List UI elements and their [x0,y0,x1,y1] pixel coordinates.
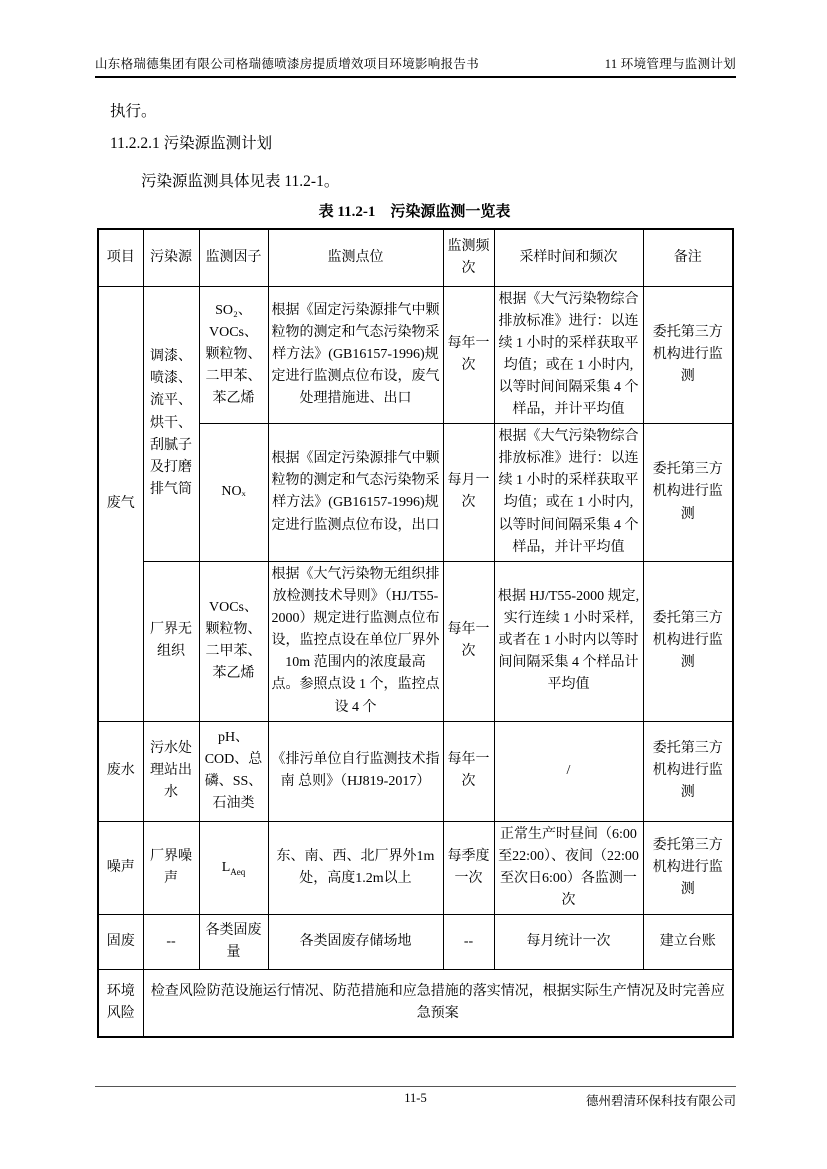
laeq-symbol: L [221,859,231,875]
cell-factors-noise [199,821,268,914]
col-header-frequency: 监测频次 [443,229,494,286]
cell-sampling-noise: 正常生产时昼间（6:00至22:00）、夜间（22:00至次日6:00）各监测一次 [494,821,643,914]
cell-source-solid-waste: -- [143,915,199,970]
cell-source-fugitive: 厂界无组织 [143,561,199,721]
cell-location-nox: 根据《固定污染源排气中颗粒物的测定和气态污染物采样方法》(GB16157-1996)规定进行监测点位布设，出口 [268,424,443,562]
table-row-noise [98,821,733,914]
col-header-sampling: 采样时间和频次 [494,229,643,286]
header-chapter-title: 11 环境管理与监测计划 [604,57,736,71]
cell-frequency-so2: 每年一次 [443,286,494,424]
col-header-note: 备注 [643,229,733,286]
cell-note-fugitive: 委托第三方机构进行监测 [643,561,733,721]
cell-note-nox: 委托第三方机构进行监测 [643,424,733,562]
footer-company-name: 德州碧清环保科技有限公司 [585,1094,736,1108]
header-report-title: 山东格瑞德集团有限公司格瑞德喷漆房提质增效项目环境影响报告书 [95,57,480,71]
cell-project-solid-waste: 固废 [98,915,143,970]
cell-location-waste-water: 《排污单位自行监测技术指南 总则》（HJ819-2017） [268,721,443,821]
table-row-solid-waste [98,915,733,970]
table-header-row [98,229,733,286]
col-header-project: 项目 [98,229,143,286]
section-heading: 11.2.2.1 污染源监测计划 [110,135,273,152]
col-header-factors: 监测因子 [199,229,268,286]
cell-factors-waste-water: pH、COD、总磷、SS、石油类 [199,721,268,821]
cell-factors-nox: NOₓ [199,424,268,562]
cell-location-noise: 东、南、西、北厂界外1m处，高度1.2m以上 [268,821,443,914]
intro-text: 执行。 [110,103,157,120]
page-header [95,54,736,78]
body-paragraph: 污染源监测具体见表 11.2-1。 [141,173,340,190]
col-header-source: 污染源 [143,229,199,286]
cell-project-risk: 环境风险 [98,970,143,1037]
table-row-environmental-risk [98,970,733,1037]
cell-source-waste-water: 污水处理站出水 [143,721,199,821]
cell-sampling-fugitive: 根据 HJ/T55-2000 规定,实行连续 1 小时采样,或者在 1 小时内以等时间间隔采集 4 个样品计平均值 [494,561,643,721]
cell-note-noise: 委托第三方机构进行监测 [643,821,733,914]
page-footer [95,1086,736,1109]
cell-note-waste-water: 委托第三方机构进行监测 [643,721,733,821]
cell-note-so2: 委托第三方机构进行监测 [643,286,733,424]
cell-sampling-waste-water: / [494,721,643,821]
cell-location-solid-waste: 各类固废存储场地 [268,915,443,970]
cell-project-noise: 噪声 [98,821,143,914]
cell-frequency-waste-water: 每年一次 [443,721,494,821]
cell-factors-so2: SO₂、VOCs、颗粒物、二甲苯、苯乙烯 [199,286,268,424]
cell-location-fugitive: 根据《大气污染物无组织排放检测技术导则》（HJ/T55-2000）规定进行监测点位布设，监控点设在单位厂界外 10m 范围内的浓度最高点。参照点设 1 个，监控点设 4 个 [268,561,443,721]
pollution-source-monitoring-table [97,228,734,1038]
cell-frequency-noise: 每季度一次 [443,821,494,914]
cell-sampling-solid-waste: 每月统计一次 [494,915,643,970]
cell-location-so2: 根据《固定污染源排气中颗粒物的测定和气态污染物采样方法》(GB16157-1996)规定进行监测点位布设，废气处理措施进、出口 [268,286,443,424]
laeq-subscript: Aeq [230,866,246,877]
table-row-waste-gas-fugitive [98,561,733,721]
cell-frequency-solid-waste: -- [443,915,494,970]
cell-factors-solid-waste: 各类固废量 [199,915,268,970]
cell-frequency-nox: 每月一次 [443,424,494,562]
cell-source-noise: 厂界噪声 [143,821,199,914]
cell-risk-content: 检查风险防范设施运行情况、防范措施和应急措施的落实情况，根据实际生产情况及时完善应急预案 [143,970,733,1037]
cell-frequency-fugitive: 每年一次 [443,561,494,721]
table-caption: 表 11.2-1 污染源监测一览表 [318,204,511,220]
cell-note-solid-waste: 建立台账 [643,915,733,970]
cell-project-waste-gas: 废气 [98,286,143,721]
cell-project-waste-water: 废水 [98,721,143,821]
footer-page-number: 11-5 [404,1091,427,1105]
cell-source-organized-stack: 调漆、喷漆、流平、烘干、刮腻子及打磨排气筒 [143,286,199,561]
cell-sampling-nox: 根据《大气污染物综合排放标准》进行：以连续 1 小时的采样获取平均值；或在 1 小时内,以等时间间隔采集 4 个样品，并计平均值 [494,424,643,562]
cell-factors-fugitive: VOCs、颗粒物、二甲苯、苯乙烯 [199,561,268,721]
col-header-location: 监测点位 [268,229,443,286]
cell-sampling-so2: 根据《大气污染物综合排放标准》进行：以连续 1 小时的采样获取平均值；或在 1 小时内,以等时间间隔采集 4 个样品，并计平均值 [494,286,643,424]
table-row-waste-water [98,721,733,821]
table-row-waste-gas-so2 [98,286,733,424]
